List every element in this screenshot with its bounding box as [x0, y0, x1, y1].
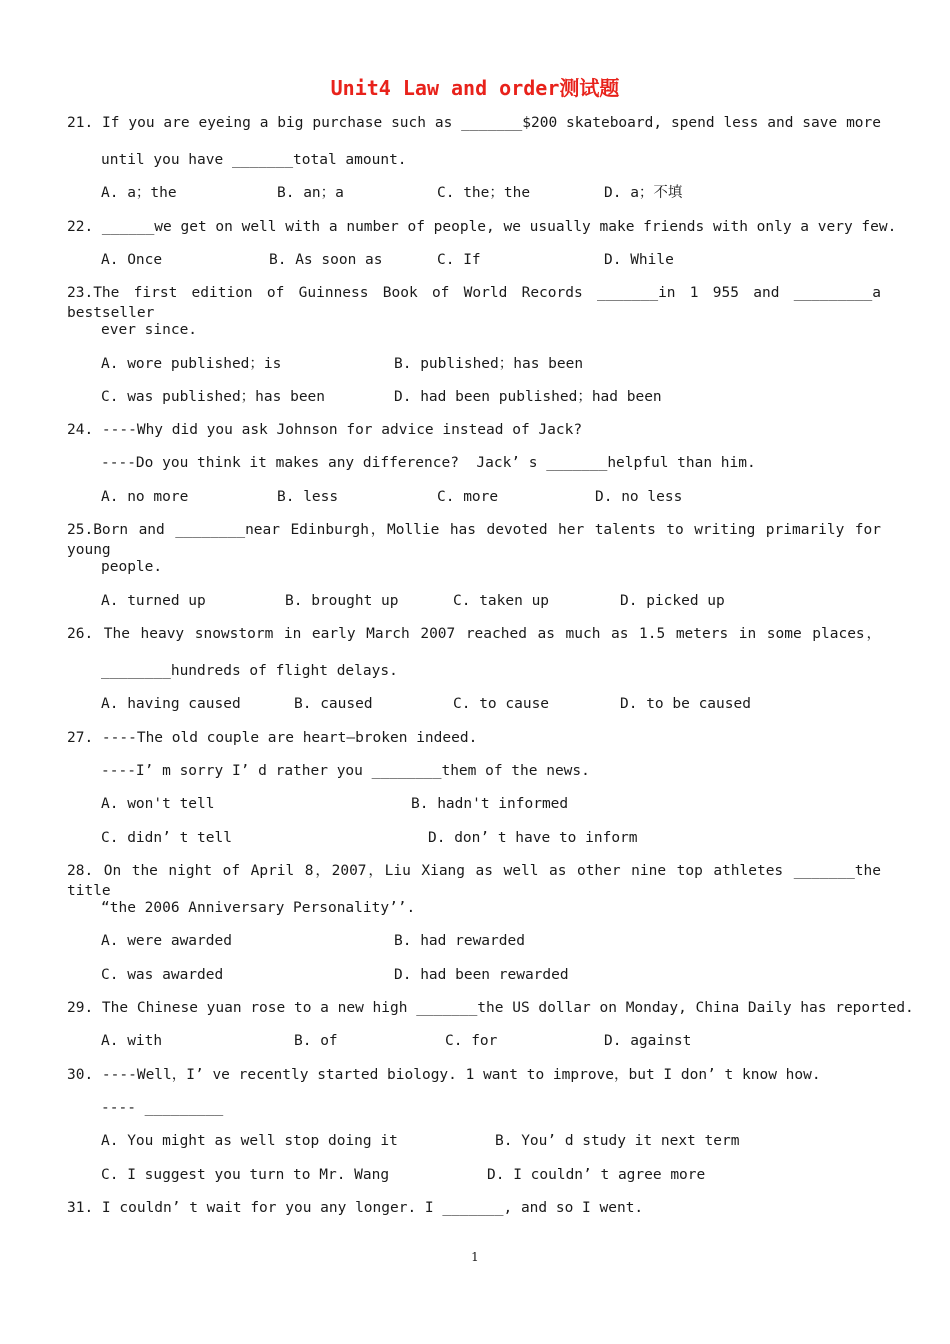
question-22-stem-line-1: 22. ______we get on well with a number of people, we usually make friends with only a very few.: [67, 219, 897, 235]
question-27-option-b: B. hadn't informed: [411, 796, 569, 812]
question-26-stem-line-2: ________hundreds of flight delays.: [101, 663, 398, 679]
question-27-option-d: D. don’ t have to inform: [428, 830, 638, 846]
question-25-option-a: A. turned up: [101, 593, 206, 609]
question-25-option-d: D. picked up: [620, 593, 725, 609]
question-27-option-c: C. didn’ t tell: [101, 830, 232, 846]
question-21-option-a: A. a；the: [101, 185, 177, 201]
question-22-option-c: C. If: [437, 252, 481, 268]
question-29-option-a: A. with: [101, 1033, 163, 1049]
question-26-option-b: B. caused: [294, 696, 373, 712]
question-30-stem-line-2: ---- _________: [101, 1100, 224, 1116]
question-21-stem-line-1: 21. If you are eyeing a big purchase such as _______$200 skateboard, spend less and save more: [67, 115, 881, 131]
question-22-option-d: D. While: [604, 252, 674, 268]
question-25-option-b: B. brought up: [285, 593, 399, 609]
question-22-option-b: B. As soon as: [269, 252, 383, 268]
question-26-option-c: C. to cause: [453, 696, 550, 712]
question-30-option-b: B. You’ d study it next term: [495, 1133, 740, 1149]
question-30-stem-line-1: 30. ----Well，I’ ve recently started biology. 1 want to improve，but I don’ t know how.: [67, 1067, 821, 1083]
question-21-stem-line-2: until you have _______total amount.: [101, 152, 407, 168]
question-29-option-b: B. of: [294, 1033, 338, 1049]
question-23-option-b: B. published；has been: [394, 356, 584, 372]
page-number: 1: [471, 1250, 479, 1264]
question-25-option-c: C. taken up: [453, 593, 550, 609]
question-23-option-c: C. was published；has been: [101, 389, 326, 405]
question-30-option-c: C. I suggest you turn to Mr. Wang: [101, 1167, 390, 1183]
question-27-stem-line-2: ----I’ m sorry I’ d rather you ________them of the news.: [101, 763, 590, 779]
question-28-option-a: A. were awarded: [101, 933, 232, 949]
question-21-option-b: B. an；a: [277, 185, 344, 201]
question-23-option-a: A. wore published；is: [101, 356, 282, 372]
question-28-stem-line-1: 28. On the night of April 8，2007，Liu Xiang as well as other nine top athletes _______the title: [67, 863, 881, 899]
question-27-stem-line-1: 27. ----The old couple are heart—broken indeed.: [67, 730, 478, 746]
question-23-stem-line-1: 23.The first edition of Guinness Book of World Records _______in 1 955 and _________a bestseller: [67, 285, 881, 321]
question-27-option-a: A. won't tell: [101, 796, 215, 812]
question-26-option-a: A. having caused: [101, 696, 241, 712]
question-25-stem-line-2: people.: [101, 559, 163, 575]
question-23-stem-line-2: ever since.: [101, 322, 198, 338]
question-29-stem-line-1: 29. The Chinese yuan rose to a new high _______the US dollar on Monday, China Daily has reported.: [67, 1000, 914, 1016]
question-24-option-b: B. less: [277, 489, 339, 505]
question-23-option-d: D. had been published；had been: [394, 389, 662, 405]
question-25-stem-line-1: 25.Born and ________near Edinburgh，Mollie has devoted her talents to writing primarily for young: [67, 522, 881, 558]
question-28-option-d: D. had been rewarded: [394, 967, 569, 983]
question-31-stem-line-1: 31. I couldn’ t wait for you any longer. I _______, and so I went.: [67, 1200, 644, 1216]
question-29-option-c: C. for: [445, 1033, 498, 1049]
question-30-option-a: A. You might as well stop doing it: [101, 1133, 398, 1149]
page-title: Unit4 Law and order测试题: [330, 76, 620, 100]
question-21-option-c: C. the；the: [437, 185, 531, 201]
question-26-option-d: D. to be caused: [620, 696, 751, 712]
question-29-option-d: D. against: [604, 1033, 692, 1049]
question-28-option-c: C. was awarded: [101, 967, 224, 983]
question-30-option-d: D. I couldn’ t agree more: [487, 1167, 706, 1183]
question-24-stem-line-1: 24. ----Why did you ask Johnson for advice instead of Jack?: [67, 422, 583, 438]
question-24-option-c: C. more: [437, 489, 499, 505]
question-28-option-b: B. had rewarded: [394, 933, 525, 949]
question-24-option-d: D. no less: [595, 489, 683, 505]
question-28-stem-line-2: “the 2006 Anniversary Personality’’.: [101, 900, 416, 916]
question-21-option-d: D. a；不填: [604, 185, 683, 201]
question-24-stem-line-2: ----Do you think it makes any difference? Jack’ s _______helpful than him.: [101, 455, 756, 471]
question-24-option-a: A. no more: [101, 489, 189, 505]
question-26-stem-line-1: 26. The heavy snowstorm in early March 2007 reached as much as 1.5 meters in some places，: [67, 626, 881, 642]
question-22-option-a: A. Once: [101, 252, 163, 268]
